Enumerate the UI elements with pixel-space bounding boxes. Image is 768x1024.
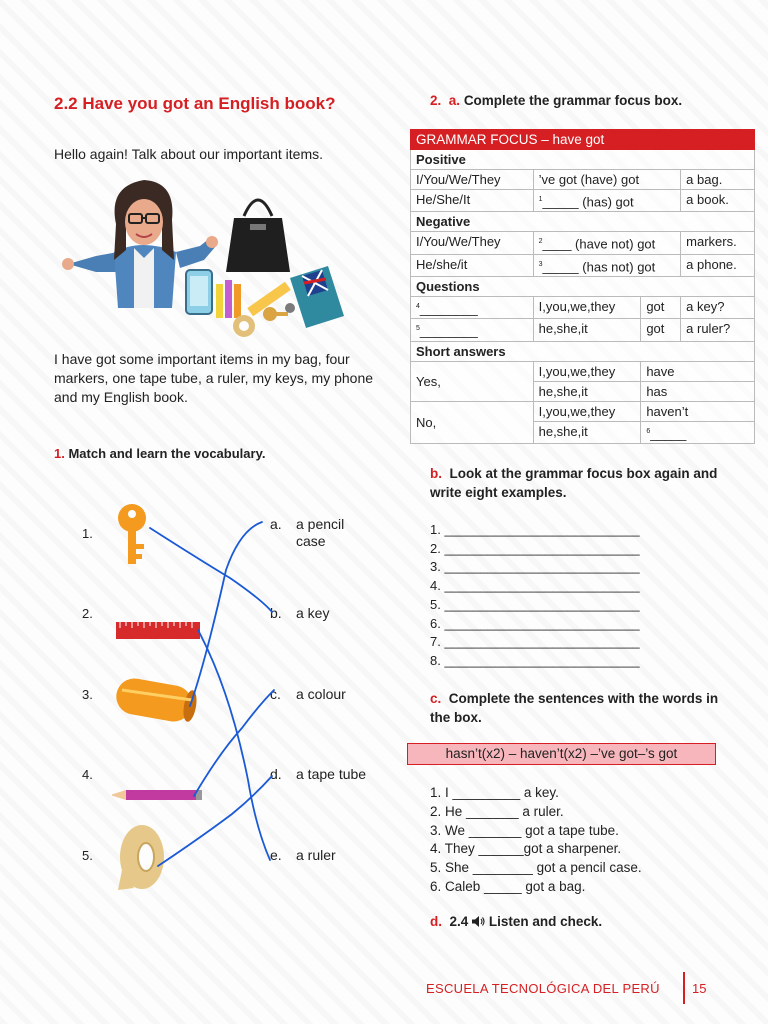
sentence-item[interactable]: 4. They ______got a sharpener. — [430, 841, 622, 857]
tape-icon — [233, 315, 255, 337]
cell[interactable] — [411, 319, 534, 341]
intro-text: Hello again! Talk about our important items. — [54, 146, 323, 162]
pencil-icon — [112, 790, 202, 800]
example-line[interactable]: 2. ___________________________ — [430, 540, 640, 556]
section-2c-text: Complete the sentences with the words in the box. — [430, 691, 719, 725]
match-option-d — [270, 766, 366, 783]
cell: got — [641, 296, 681, 318]
match-number-2: 2. — [82, 606, 93, 621]
match-option-a-text: a pencil case — [296, 516, 345, 549]
blank-answer: _____ (has not) got — [542, 258, 656, 274]
table-row — [411, 254, 755, 276]
cell: markers. — [681, 232, 755, 254]
cell[interactable] — [641, 421, 755, 443]
positive-label: Positive — [411, 150, 755, 170]
cell: a bag. — [681, 170, 755, 190]
cell: I/You/We/They — [411, 170, 534, 190]
match-option-e-letter: e. — [270, 847, 282, 863]
match-option-c — [270, 686, 346, 703]
table-row — [411, 170, 755, 190]
match-option-c-letter: c. — [270, 686, 281, 702]
match-number-4: 4. — [82, 767, 93, 782]
cell[interactable] — [533, 254, 681, 276]
questions-label: Questions — [411, 276, 755, 296]
audio-track-code: 2.4 — [449, 914, 469, 929]
cell: he,she,it — [533, 421, 641, 443]
cell: have — [641, 361, 755, 381]
footer-divider — [683, 972, 685, 1004]
cell: He/She/It — [411, 190, 534, 212]
speaker-icon[interactable] — [472, 914, 489, 929]
section-1-heading — [54, 446, 265, 461]
table-row — [411, 361, 755, 381]
cell[interactable] — [411, 296, 534, 318]
cell: got — [641, 319, 681, 341]
blank-answer: _____ — [650, 425, 687, 441]
table-row — [411, 319, 755, 341]
section-2d-text: Listen and check. — [488, 914, 603, 929]
markers-icon — [216, 280, 241, 318]
grammar-focus-table — [410, 129, 755, 444]
blank-number: 2 — [538, 238, 543, 246]
ruler-icon — [116, 622, 200, 639]
handbag-icon — [226, 200, 290, 272]
example-line[interactable]: 8. ___________________________ — [430, 652, 640, 668]
cell: ’ve got (have) got — [533, 170, 681, 190]
section-2d-heading — [430, 914, 602, 929]
sentence-item[interactable]: 3. We _______ got a tape tube. — [430, 822, 619, 838]
section-2b-text: Look at the grammar focus box again and write eight examples. — [430, 466, 718, 500]
match-option-a — [270, 516, 370, 550]
cell: he,she,it — [533, 381, 641, 401]
match-option-b-text: a key — [296, 605, 330, 621]
blank-answer: ________ — [419, 301, 478, 317]
match-number-3: 3. — [82, 687, 93, 702]
page-title: 2.2 Have you got an English book? — [54, 94, 336, 113]
cell: No, — [411, 401, 534, 443]
footer-school-name: ESCUELA TECNOLÓGICA DEL PERÚ — [426, 981, 660, 996]
example-line[interactable]: 5. ___________________________ — [430, 596, 640, 612]
short-answers-label: Short answers — [411, 341, 755, 361]
section-2b-heading — [430, 464, 730, 502]
table-row — [411, 232, 755, 254]
grammar-header: GRAMMAR FOCUS – have got — [411, 130, 755, 150]
section-2c-letter: c. — [430, 691, 442, 706]
cell: he,she,it — [533, 319, 641, 341]
page-number: 15 — [692, 981, 707, 996]
negative-label: Negative — [411, 212, 755, 232]
cell: I/You/We/They — [411, 232, 534, 254]
match-option-e-text: a ruler — [296, 847, 336, 863]
example-line[interactable]: 4. ___________________________ — [430, 578, 640, 594]
blank-number: 6 — [646, 427, 651, 435]
cell: I,you,we,they — [533, 401, 641, 421]
section-2-number: 2. — [430, 93, 442, 108]
section-1-text: Match and learn the vocabulary. — [68, 446, 266, 461]
sentence-item[interactable]: 5. She ________ got a pencil case. — [430, 860, 642, 876]
match-option-a-letter: a. — [270, 516, 282, 532]
section-2a-heading — [430, 93, 682, 108]
example-line[interactable]: 6. ___________________________ — [430, 615, 640, 631]
example-line[interactable]: 3. ___________________________ — [430, 559, 640, 575]
section-2d-letter: d. — [430, 914, 442, 929]
items-illustration — [58, 176, 358, 341]
match-number-5: 5. — [82, 848, 93, 863]
cell: has — [641, 381, 755, 401]
sentence-item[interactable]: 1. I _________ a key. — [430, 785, 559, 800]
blank-answer: ________ — [419, 323, 478, 339]
table-row — [411, 190, 755, 212]
cell: a ruler? — [681, 319, 755, 341]
section-1-number: 1. — [54, 446, 65, 461]
example-line[interactable]: 1. ___________________________ — [430, 522, 640, 537]
cell: a phone. — [681, 254, 755, 276]
sentence-item[interactable]: 2. He _______ a ruler. — [430, 803, 564, 819]
match-number-1: 1. — [82, 526, 93, 541]
table-row — [411, 296, 755, 318]
cell: I,you,we,they — [533, 361, 641, 381]
pencil-case-icon — [113, 676, 198, 725]
example-line[interactable]: 7. ___________________________ — [430, 634, 640, 650]
match-option-e — [270, 847, 336, 864]
section-2b-letter: b. — [430, 466, 442, 481]
match-option-b-letter: b. — [270, 605, 282, 621]
match-option-d-text: a tape tube — [296, 766, 367, 782]
cell[interactable] — [533, 232, 681, 254]
table-row — [411, 401, 755, 421]
english-book-icon — [290, 266, 344, 328]
match-option-b — [270, 605, 329, 622]
blank-answer: ____ (have not) got — [542, 236, 656, 252]
cell: He/she/it — [411, 254, 534, 276]
blank-number: 4 — [416, 302, 420, 310]
sentence-list — [430, 784, 642, 897]
section-2a-text: Complete the grammar focus box. — [463, 93, 683, 108]
sentence-item[interactable]: 6. Caleb _____ got a bag. — [430, 878, 586, 894]
word-box: hasn’t(x2) – haven’t(x2) –’ve got–’s got — [407, 743, 716, 765]
match-images — [112, 500, 212, 900]
match-option-c-text: a colour — [296, 686, 346, 702]
cell[interactable] — [533, 190, 681, 212]
tape-icon — [118, 825, 164, 890]
cell: Yes, — [411, 361, 534, 401]
section-2a-letter: a. — [448, 93, 461, 108]
section-2c-heading — [430, 689, 730, 727]
cell: a key? — [681, 296, 755, 318]
blank-number: 3 — [538, 260, 543, 268]
match-option-d-letter: d. — [270, 766, 282, 782]
example-lines — [430, 521, 640, 671]
phone-icon — [186, 270, 212, 314]
blank-number: 1 — [538, 196, 543, 203]
cell: I,you,we,they — [533, 296, 641, 318]
key-icon — [118, 504, 146, 564]
intro-paragraph: I have got some important items in my bag, four markers, one tape tube, a ruler, my keys, my phone and my English book. — [54, 351, 374, 405]
blank-number: 5 — [416, 325, 420, 333]
blank-answer: _____ (has) got — [542, 194, 634, 210]
cell: haven’t — [641, 401, 755, 421]
cell: a book. — [681, 190, 755, 212]
